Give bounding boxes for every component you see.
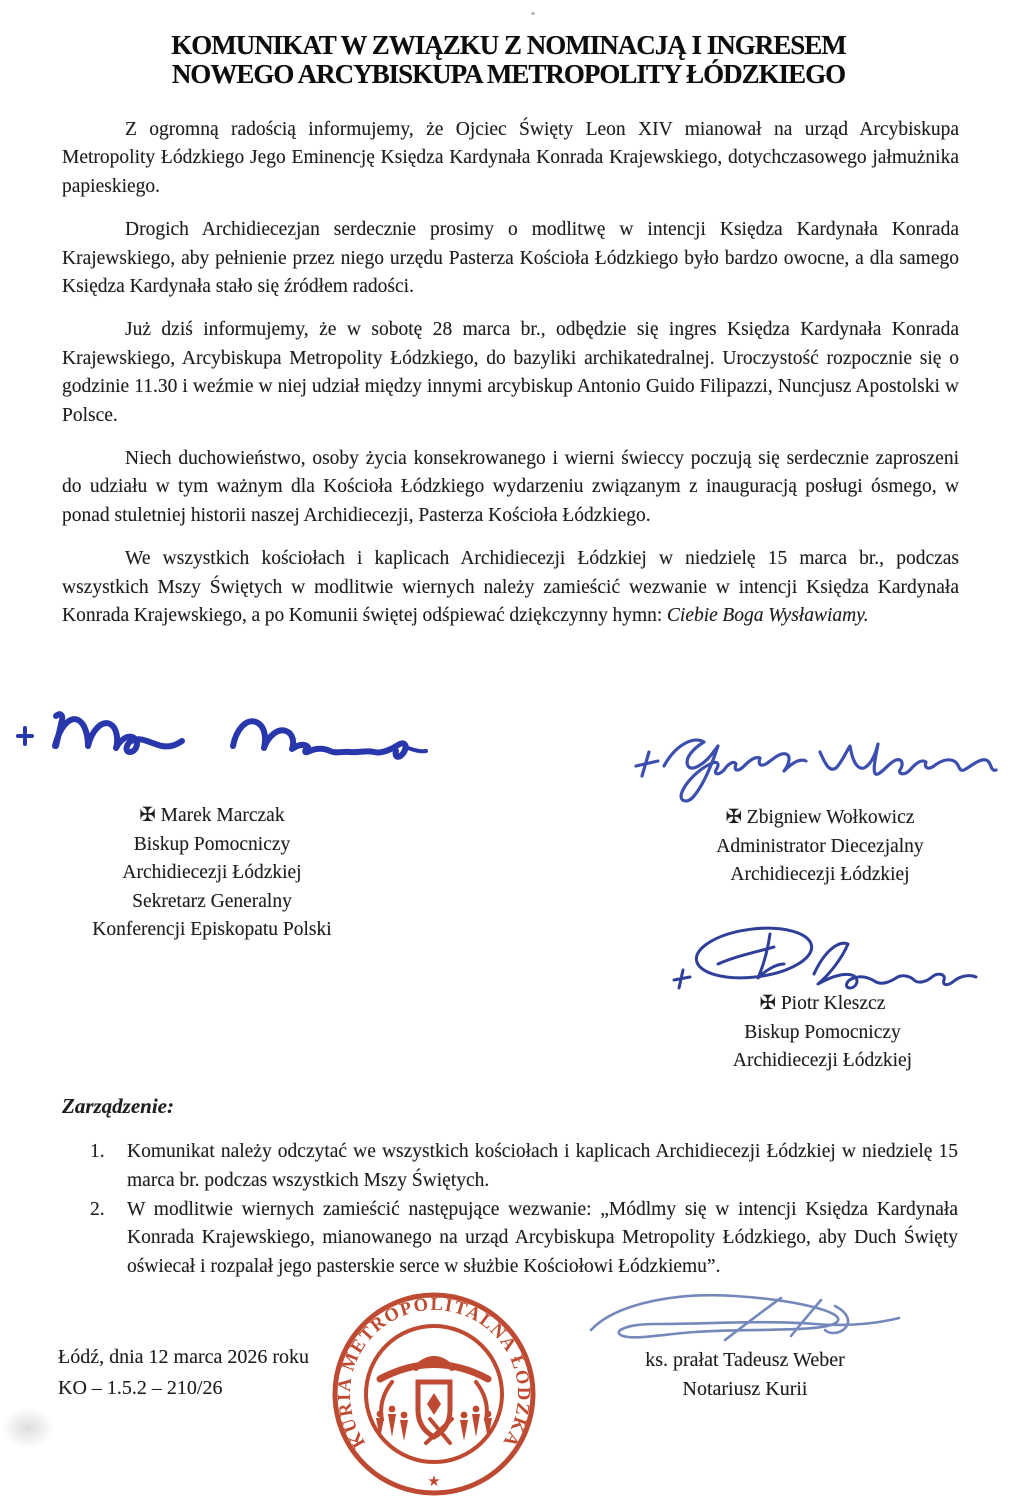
signatory-title: Biskup Pomocniczy: [744, 1021, 901, 1043]
signature-block-zbigniew-wolkowicz: [655, 804, 985, 890]
stamp-star: ★: [427, 1474, 441, 1490]
curia-round-stamp: [330, 1290, 538, 1497]
ordinance-item-number: 2.: [90, 1198, 105, 1220]
title-line-2: NOWEGO ARCYBISKUPA METROPOLITY ŁÓDZKIEGO: [171, 59, 846, 89]
paragraph-4: Niech duchowieństwo, osoby życia konsekrowanego i wierni świeccy poczują się serdecznie zaproszeni do udziału w tym ważnym dla Kościoła Łódzkiego wydarzeniu związanym z inauguracją posługi ósmego, w ponad stuletniej historii naszej Archidiecezji, Pasterza Kościoła Łódzkiego.: [62, 448, 959, 526]
signature-handwriting-marek-marczak: [8, 696, 448, 770]
paragraph-3: Już dziś informujemy, że w sobotę 28 marca br., odbędzie się ingres Księdza Kardynała Konrada Krajewskiego, Arcybiskupa Metropolity Łódzkiego, do bazyliki archikatedralnej. Uroczystość rozpocznie się o godzinie 11.30 i weźmie w niej udział między innymi arcybiskup Antonio Guido Filipazzi, Nuncjusz Apostolski w Polsce.: [62, 319, 959, 426]
paragraph-5-hymn-title: Ciebie Boga Wysławiamy.: [666, 605, 869, 627]
signatory-title: Archidiecezji Łódzkiej: [730, 864, 910, 885]
paragraph-5-main: We wszystkich kościołach i kaplicach Archidiecezji Łódzkiej w niedzielę 15 marca br., podczas wszystkich Mszy Świętych w modlitwie wiernych należy zamieścić wezwanie w intencji Księdza Kardynała Konrada Krajewskiego, a po Komunii świętej odśpiewać dziękczynny hymn:: [62, 548, 959, 627]
reference-number: KO – 1.5.2 – 210/26: [58, 1377, 223, 1399]
ordinance-item-number: 1.: [90, 1141, 105, 1162]
stamp-ring-text: KURIA METROPOLITALNA ŁÓDZKA: [334, 1294, 534, 1452]
ordinance-item-text: Komunikat należy odczytać we wszystkich kościołach i kaplicach Archidiecezji Łódzkiej w niedzielę 15 marca br. podczas wszystkich Mszy Świętych.: [127, 1141, 958, 1191]
footer-date-reference: [58, 1342, 309, 1404]
signatory-title: Konferencji Episkopatu Polski: [92, 919, 332, 940]
title-line-1: KOMUNIKAT W ZWIĄZKU Z NOMINACJĄ I INGRESEM: [171, 30, 846, 60]
signatory-name: ✠ Marek Marczak: [139, 805, 285, 826]
signatory-title: Biskup Pomocniczy: [133, 833, 291, 855]
ordinance-item-text: W modlitwie wiernych zamieścić następujące wezwanie: „Módlmy się w intencji Księdza Kardynała Konrada Krajewskiego, mianowanego na urząd Arcybiskupa Metropolity Łódzkiego, aby Duch Święty oświecał i rozpalał jego pasterskie serce w służbie Kościołowi Łódzkiemu”.: [127, 1198, 958, 1278]
paragraph-5: [62, 545, 959, 630]
signatory-name: ✠ Zbigniew Wołkowicz: [725, 807, 915, 828]
paragraph-1: Z ogromną radością informujemy, że Ojciec Święty Leon XIV mianował na urząd Arcybiskupa Metropolity Łódzkiego Jego Eminencję Księdza Kardynała Konrada Krajewskiego, dotychczasowego jałmużnika papieskiego.: [62, 119, 959, 197]
notary-name: ks. prałat Tadeusz Weber: [645, 1349, 845, 1371]
signature-handwriting-tadeusz-weber: [585, 1286, 907, 1348]
scan-artifact-speck: [531, 12, 535, 15]
signature-block-marek-marczak: [62, 802, 362, 945]
signature-block-piotr-kleszcz: [670, 990, 975, 1076]
ordinance-item: [90, 1196, 958, 1282]
place-date: Łódź, dnia 12 marca 2026 roku: [58, 1346, 310, 1368]
ordinance-item: [90, 1138, 958, 1196]
signature-handwriting-zbigniew-wolkowicz: [628, 714, 1006, 806]
ordinance-list: [90, 1138, 958, 1282]
signatory-name: ✠ Piotr Kleszcz: [759, 993, 886, 1014]
signatory-title: Archidiecezji Łódzkiej: [732, 1050, 913, 1071]
notary-title: Notariusz Kurii: [682, 1378, 808, 1400]
scan-artifact-smudge: [2, 1408, 54, 1448]
ordinance-heading: Zarządzenie:: [62, 1094, 174, 1118]
signatory-title: Sekretarz Generalny: [132, 890, 292, 912]
paragraph-2: Drogich Archidiecezjan serdecznie prosimy o modlitwę w intencji Księdza Kardynała Konrada Krajewskiego, aby pełnienie przez niego urzędu Pasterza Kościoła Łódzkiego było bardzo owocne, a dla samego Księdza Kardynała stało się źródłem radości.: [62, 219, 959, 298]
notary-block: [600, 1346, 890, 1404]
signatory-title: Archidiecezji Łódzkiej: [122, 862, 302, 883]
document-body: [62, 116, 959, 646]
signatory-title: Administrator Diecezjalny: [716, 835, 924, 857]
document-title: [0, 31, 1017, 89]
